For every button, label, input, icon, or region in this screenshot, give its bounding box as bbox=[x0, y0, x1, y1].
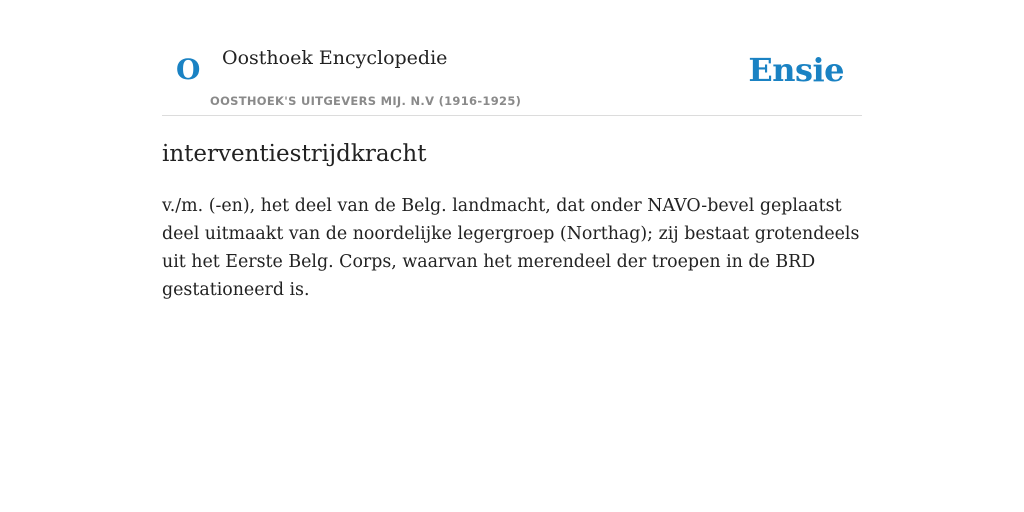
publisher-label: OOSTHOEK'S UITGEVERS MIJ. N.V (1916-1925) bbox=[210, 94, 522, 108]
encyclopedia-title[interactable]: Oosthoek Encyclopedie bbox=[222, 47, 448, 69]
encyclopedia-header bbox=[162, 36, 862, 116]
entry-definition: v./m. (-en), het deel van de Belg. landmacht, dat onder NAVO-bevel geplaatst deel uitmaakt van de noordelijke legergroep (Northag); zij bestaat grotendeels uit het Eerste Belg. Corps, waarvan het merendeel der troepen in de BRD gestationeerd is. bbox=[162, 196, 860, 300]
ensie-brand-link[interactable]: Ensie bbox=[748, 51, 844, 89]
entry-title: interventiestrijdkracht bbox=[162, 141, 427, 167]
encyclopedia-logo-icon: O bbox=[176, 53, 201, 86]
